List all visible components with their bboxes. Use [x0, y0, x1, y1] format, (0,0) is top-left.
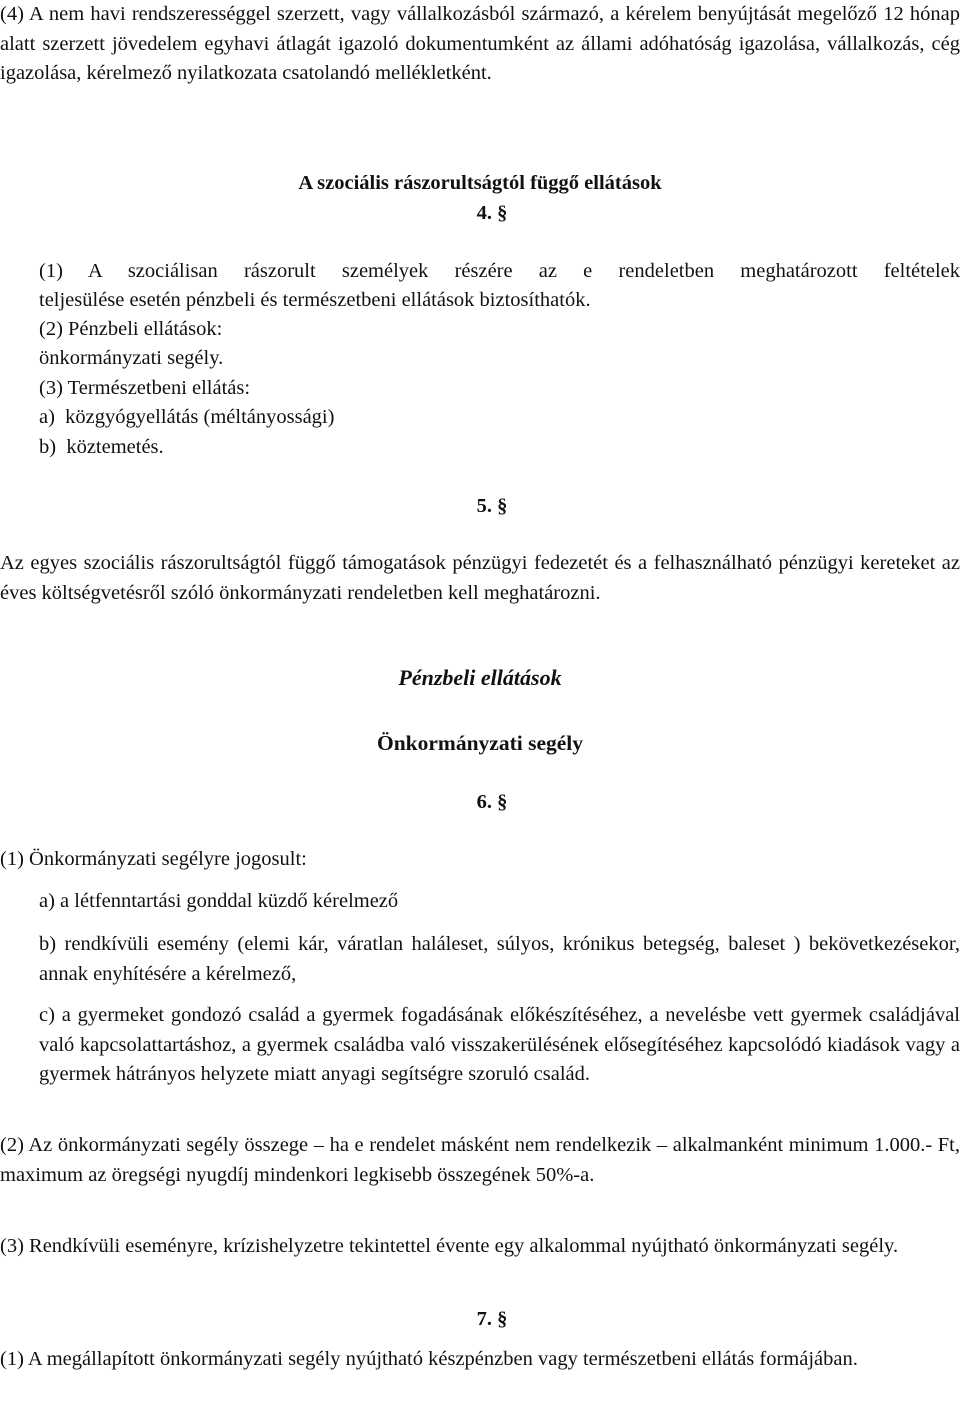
paragraph-6-2: (2) Az önkormányzati segély összege – ha e rendelet másként nem rendelkezik – alkalmanként minimum 1.000.- Ft, maximum az öregségi nyugdíj mindenkori legkisebb összegének 50%-a. — [0, 1134, 960, 1186]
paragraph-7-1: (1) A megállapított önkormányzati segély nyújtható készpénzben vagy természetbeni ellátás formájában. — [0, 1348, 858, 1370]
paragraph-4-3-b: b) köztemetés. — [39, 436, 164, 458]
paragraph-6-1-b: b) rendkívüli esemény (elemi kár, váratlan haláleset, súlyos, krónikus betegség, baleset ) bekövetkezésekor, annak enyhítésére a kérelmező, — [39, 933, 960, 985]
paragraph-4-1-line1: (1) A szociálisan rászorult személyek részére az e rendeletben meghatározott feltételek — [39, 260, 960, 282]
paragraph-4-2: (2) Pénzbeli ellátások: — [39, 318, 223, 340]
paragraph-6-1: (1) Önkormányzati segélyre jogosult: — [0, 848, 307, 870]
paragraph-4-2-item: önkormányzati segély. — [39, 347, 224, 369]
section-heading-onkormanyzati-segely: Önkormányzati segély — [376, 731, 584, 755]
section-number-6: 6. § — [476, 791, 508, 813]
paragraph-4-4: (4) A nem havi rendszerességgel szerzett, vagy vállalkozásból származó, a kérelem benyújtását megelőző 12 hónap alatt szerzett jövedelem egyhavi átlagát igazoló dokumentumként az állami adóhatóság igazolása, vállalkozás, cég igazolása, kérelmező nyilatkozata csatolandó mellékletként. — [0, 3, 960, 84]
paragraph-6-3: (3) Rendkívüli eseményre, krízishelyzetre tekintettel évente egy alkalommal nyújtható önkormányzati segély. — [0, 1235, 899, 1257]
section-heading-penzbeli: Pénzbeli ellátások — [398, 665, 562, 690]
paragraph-6-1-c: c) a gyermeket gondozó család a gyermek fogadásának előkészítéséhez, a nevelésbe vett gyermek családjával való kapcsolattartáshoz, a gyermek családba való visszakerülésének elősegítéséhez kapcsolódó kiadások vagy a gyermek hátrányos helyzete miatt anyagi segítségre szoruló család. — [39, 1004, 960, 1085]
section-number-7: 7. § — [476, 1308, 508, 1330]
paragraph-6-1-a: a) a létfenntartási gonddal küzdő kérelmező — [39, 890, 399, 912]
section-heading-szocialis: A szociális rászorultságtól függő ellátások — [298, 172, 662, 194]
paragraph-4-1-line2: teljesülése esetén pénzbeli és természetbeni ellátások biztosíthatók. — [39, 289, 591, 311]
section-number-5: 5. § — [476, 495, 508, 517]
paragraph-4-3-a: a) közgyógyellátás (méltányossági) — [39, 406, 335, 428]
section-number-4: 4. § — [476, 202, 508, 224]
paragraph-4-3: (3) Természetbeni ellátás: — [39, 377, 251, 399]
paragraph-5: Az egyes szociális rászorultságtól függő támogatások pénzügyi fedezetét és a felhasználható pénzügyi kereteket az éves költségvetésről szóló önkormányzati rendeletben kell meghatározni. — [0, 552, 960, 604]
